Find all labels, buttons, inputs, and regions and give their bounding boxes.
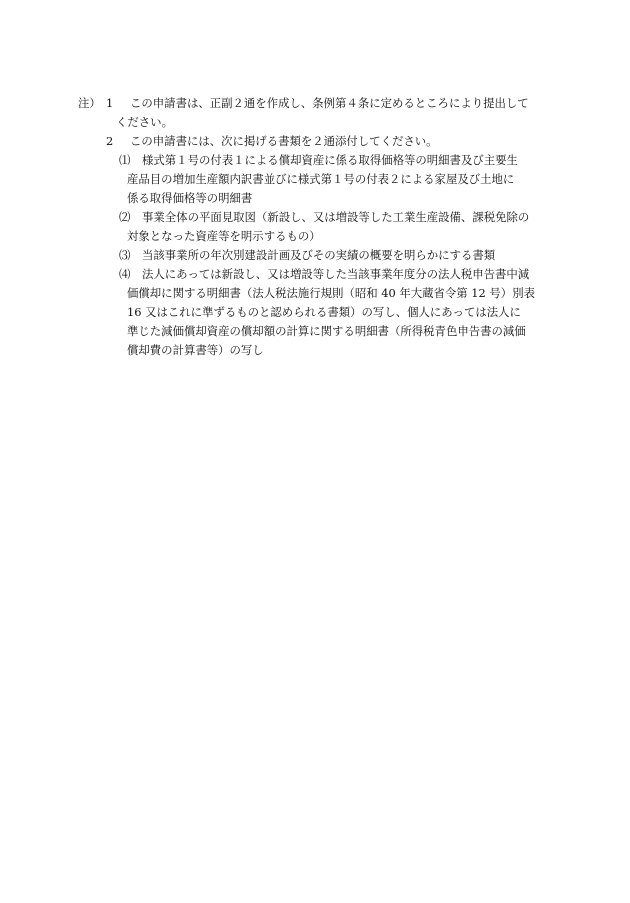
note-line: この申請書には、次に掲げる書類を２通添付してください。 [130, 134, 438, 148]
sub-item-line: 償却費の計算書等）の写し [127, 343, 264, 357]
sub-item-line: 産品目の増加生産額内訳書並びに様式第１号の付表２による家屋及び土地に [127, 172, 515, 186]
sub-item-marker: ⑷ [119, 267, 131, 281]
note-item-1 [78, 94, 558, 132]
note-line: この申請書は、正副２通を作成し、条例第４条に定めるところにより提出して [130, 96, 529, 110]
sub-item-line: 法人にあっては新設し、又は増設等した当該事業年度分の法人税申告書中減 [142, 267, 530, 281]
sub-item-3 [78, 246, 558, 265]
sub-item-line: 当該事業所の年次別建設計画及びその実績の概要を明らかにする書類 [142, 248, 496, 262]
sub-item-line: 様式第１号の付表１による償却資産に係る取得価格等の明細書及び主要生 [142, 153, 518, 167]
notes-section [78, 94, 558, 360]
sub-item-line: 係る取得価格等の明細書 [127, 191, 253, 205]
note-number: 2 [106, 134, 114, 148]
sub-item-2 [78, 208, 558, 246]
notes-prefix: 注） [78, 96, 101, 110]
sub-item-line: 事業全体の平面見取図（新設し、又は増設等した工業生産設備、課税免除の [142, 210, 530, 224]
sub-item-marker: ⑶ [119, 248, 131, 262]
sub-item-marker: ⑵ [119, 210, 131, 224]
note-number: 1 [106, 96, 114, 110]
sub-item-4 [78, 265, 558, 360]
sub-item-line: 価償却に関する明細書（法人税法施行規則（昭和 40 年大蔵省令第 12 号）別表 [127, 286, 535, 300]
sub-item-1 [78, 151, 558, 208]
sub-item-line: 16 又はこれに準ずるものと認められる書類）の写し、個人にあっては法人に [127, 305, 521, 319]
note-line: ください。 [116, 115, 173, 129]
sub-item-line: 準じた減価償却資産の償却額の計算に関する明細書（所得税青色申告書の減価 [127, 324, 526, 338]
sub-item-marker: ⑴ [119, 153, 131, 167]
note-item-2 [78, 132, 558, 151]
sub-item-line: 対象となった資産等を明示するもの） [127, 229, 321, 243]
